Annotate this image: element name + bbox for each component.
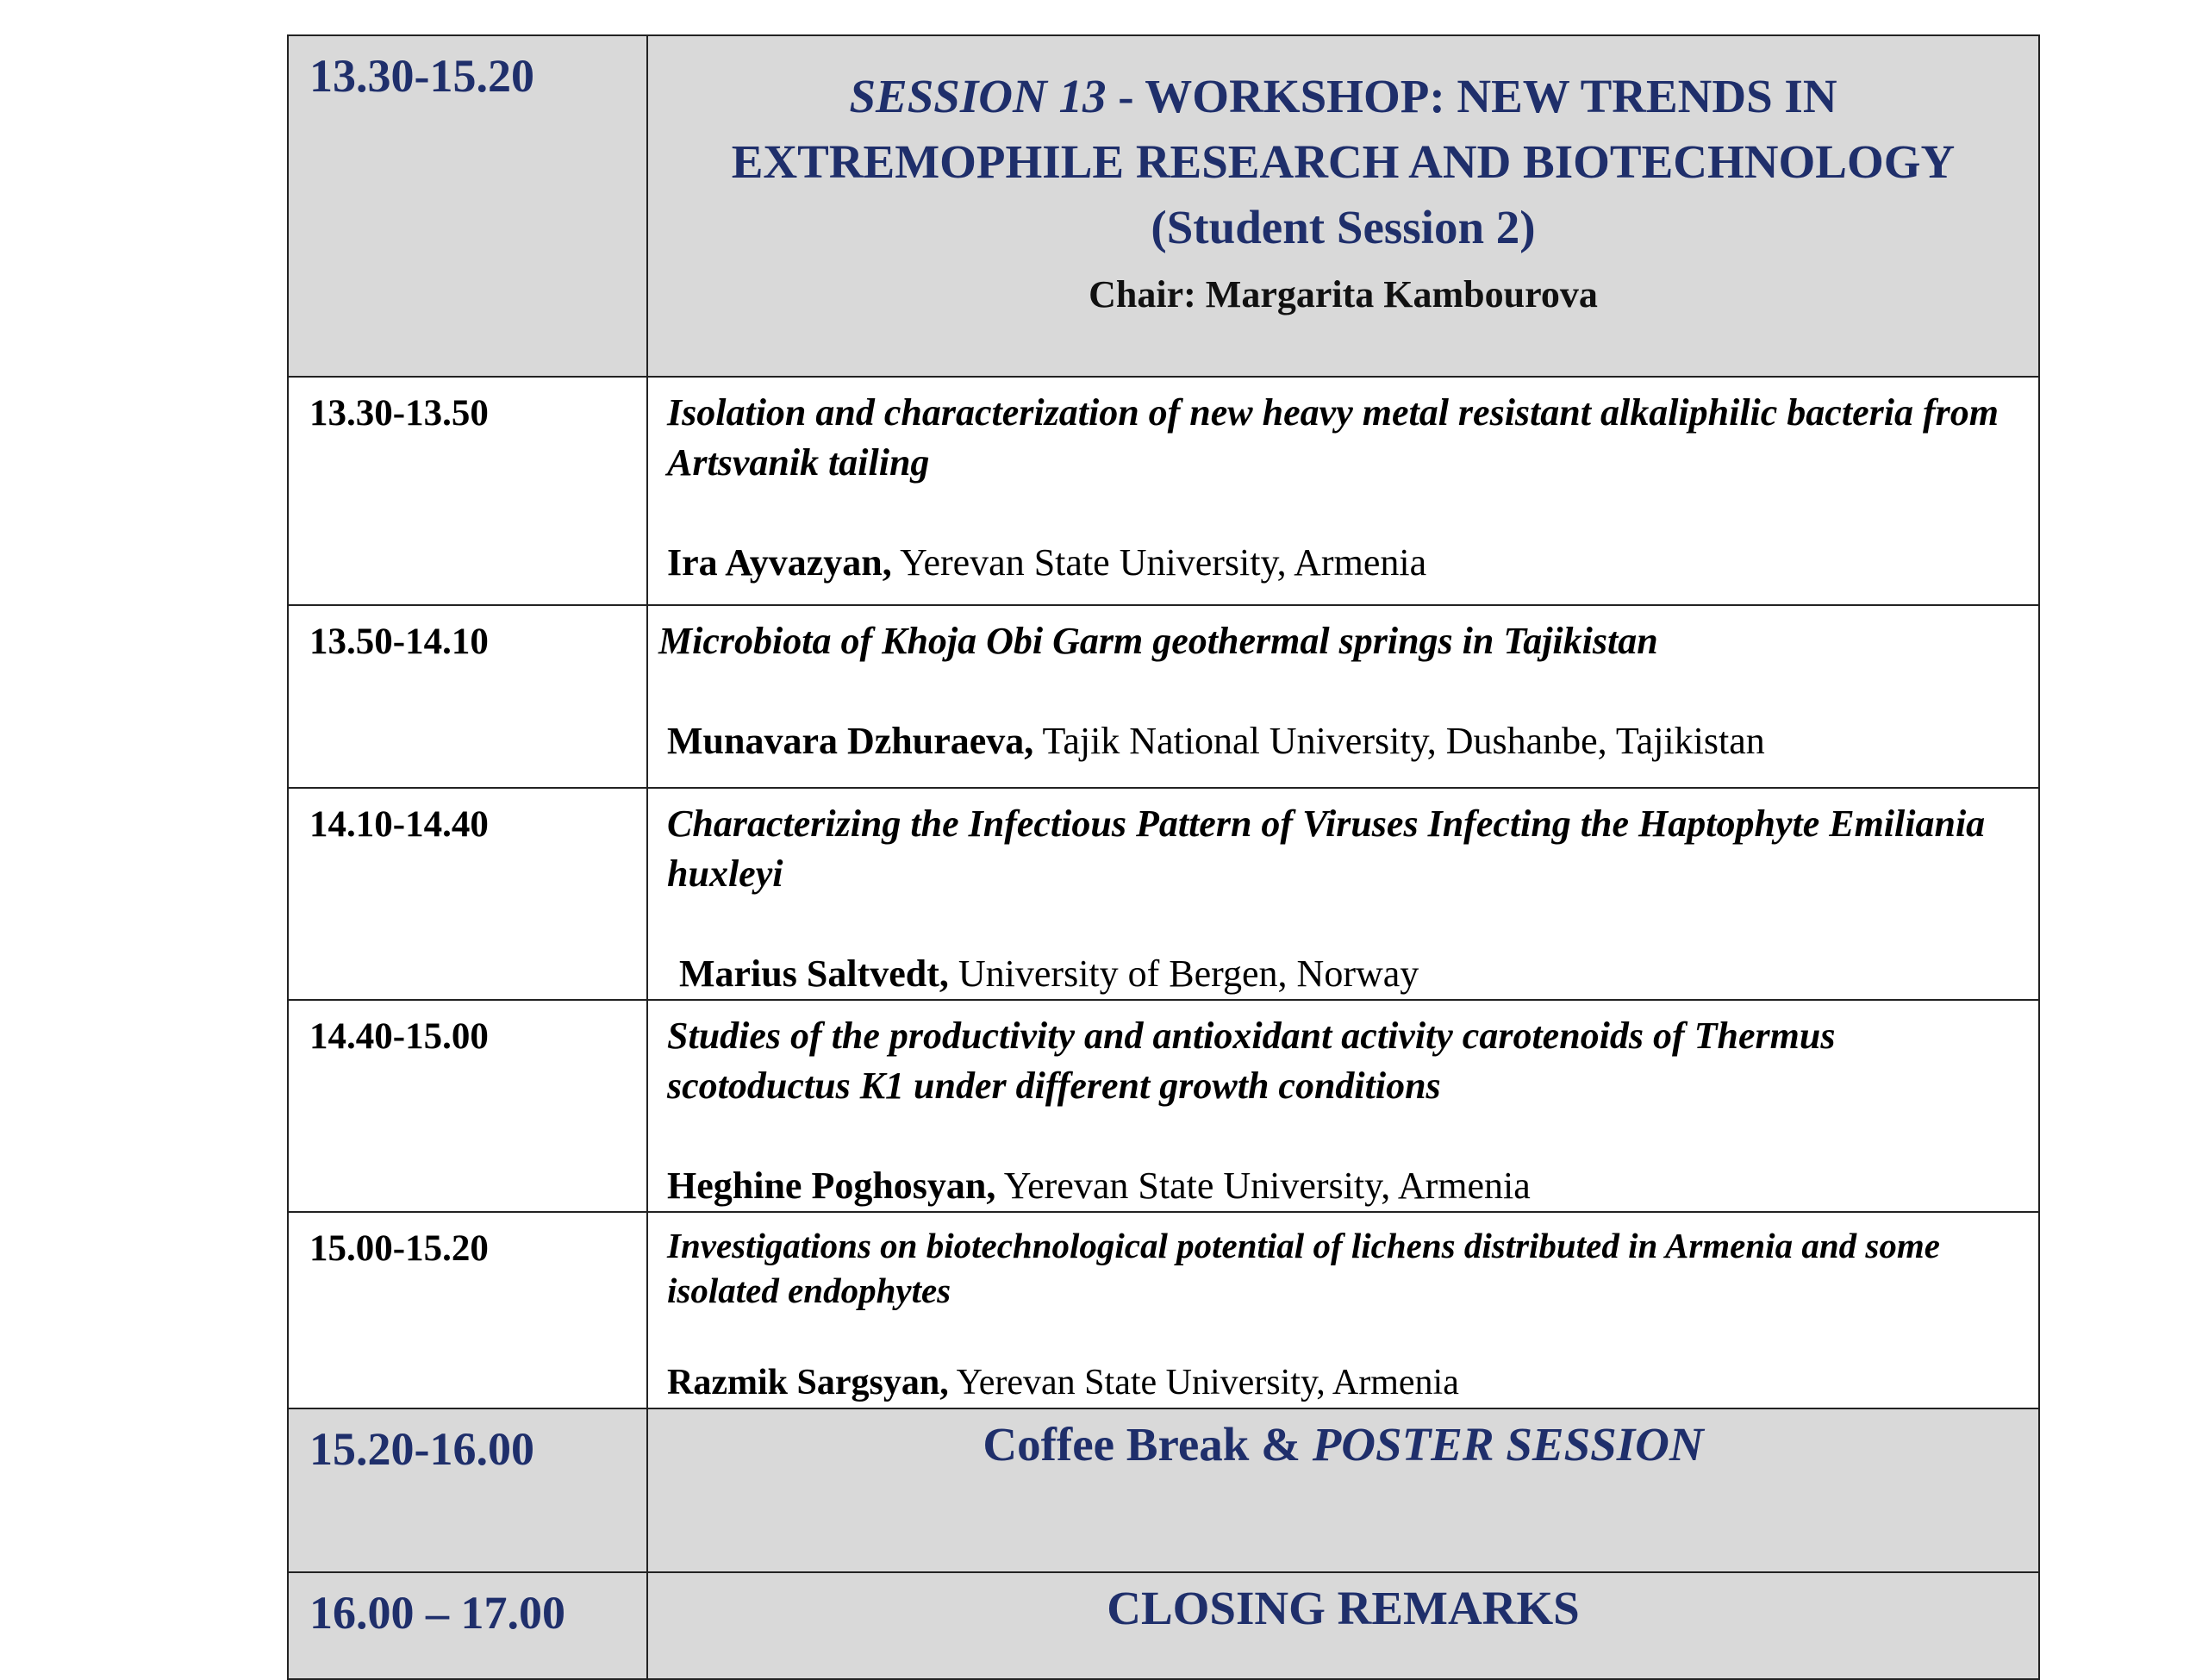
- closing-label: CLOSING REMARKS: [1107, 1582, 1580, 1634]
- talk-affiliation: University of Bergen, Norway: [948, 952, 1419, 995]
- session-title-line2: EXTREMOPHILE RESEARCH AND BIOTECHNOLOGY: [731, 135, 1956, 188]
- talk-cell: [647, 377, 2039, 605]
- closing-row: [288, 1572, 2039, 1679]
- session-chair: Chair: Margarita Kambourova: [1089, 273, 1598, 315]
- talk-time: 13.30-13.50: [288, 377, 647, 605]
- talk-title: Characterizing the Infectious Pattern of Viruses Infecting the Haptophyte Emiliania huxleyi: [667, 803, 1986, 895]
- talk-title: Investigations on biotechnological potential of lichens distributed in Armenia and some isolated endophytes: [667, 1226, 1940, 1310]
- talk-title: Isolation and characterization of new heavy metal resistant alkaliphilic bacteria from Artsvanik tailing: [667, 391, 1999, 484]
- schedule-table: [287, 34, 2040, 1680]
- session-title-line1: - WORKSHOP: NEW TRENDS IN: [1106, 70, 1837, 122]
- talk-cell: [647, 1000, 2039, 1212]
- talk-affiliation: Yerevan State University, Armenia: [995, 1165, 1531, 1207]
- talk-author-line: [667, 1161, 2021, 1211]
- session-number: SESSION 13: [849, 70, 1107, 122]
- break-row: [288, 1408, 2039, 1572]
- talk-time: 14.40-15.00: [288, 1000, 647, 1212]
- talk-row: [288, 605, 2039, 788]
- break-label: [648, 1409, 2038, 1473]
- session-time: 13.30-15.20: [288, 35, 647, 377]
- talk-row: [288, 377, 2039, 605]
- break-time: 15.20-16.00: [288, 1408, 647, 1572]
- closing-time: 16.00 – 17.00: [288, 1572, 647, 1679]
- talk-author-line: [658, 716, 2021, 766]
- talk-time: 14.10-14.40: [288, 788, 647, 1000]
- talk-author: Heghine Poghosyan,: [667, 1165, 996, 1207]
- talk-cell: [647, 788, 2039, 1000]
- talk-author-line: [667, 1358, 2021, 1408]
- talk-title: Microbiota of Khoja Obi Garm geothermal springs in Tajikistan: [658, 620, 1658, 662]
- talk-cell: [647, 605, 2039, 788]
- talk-author: Razmik Sargsyan,: [667, 1363, 949, 1402]
- talk-author-line: [667, 538, 2021, 588]
- talk-row: [288, 1212, 2039, 1408]
- talk-row: [288, 788, 2039, 1000]
- talk-time: 15.00-15.20: [288, 1212, 647, 1408]
- talk-affiliation: Yerevan State University, Armenia: [948, 1363, 1459, 1402]
- talk-title: Studies of the productivity and antioxidant activity carotenoids of Thermus scotoductus K1 under different growth conditions: [667, 1015, 1836, 1107]
- poster-session-label: POSTER SESSION: [1312, 1418, 1704, 1471]
- talk-author: Munavara Dzhuraeva,: [667, 720, 1034, 762]
- closing-cell: [647, 1572, 2039, 1679]
- talk-row: [288, 1000, 2039, 1212]
- session-title-line3: (Student Session 2): [1151, 201, 1536, 253]
- talk-author: Marius Saltvedt,: [679, 952, 949, 995]
- session-header-cell: [647, 35, 2039, 377]
- break-cell: [647, 1408, 2039, 1572]
- session-title: [648, 36, 2038, 260]
- break-label-text: Coffee Break &: [983, 1418, 1313, 1471]
- talk-affiliation: Tajik National University, Dushanbe, Tajikistan: [1033, 720, 1765, 762]
- talk-time: 13.50-14.10: [288, 605, 647, 788]
- talk-author-line: [667, 949, 2021, 999]
- talk-cell: [647, 1212, 2039, 1408]
- session-header-row: [288, 35, 2039, 377]
- talk-author: Ira Ayvazyan,: [667, 541, 892, 584]
- talk-affiliation: Yerevan State University, Armenia: [891, 541, 1427, 584]
